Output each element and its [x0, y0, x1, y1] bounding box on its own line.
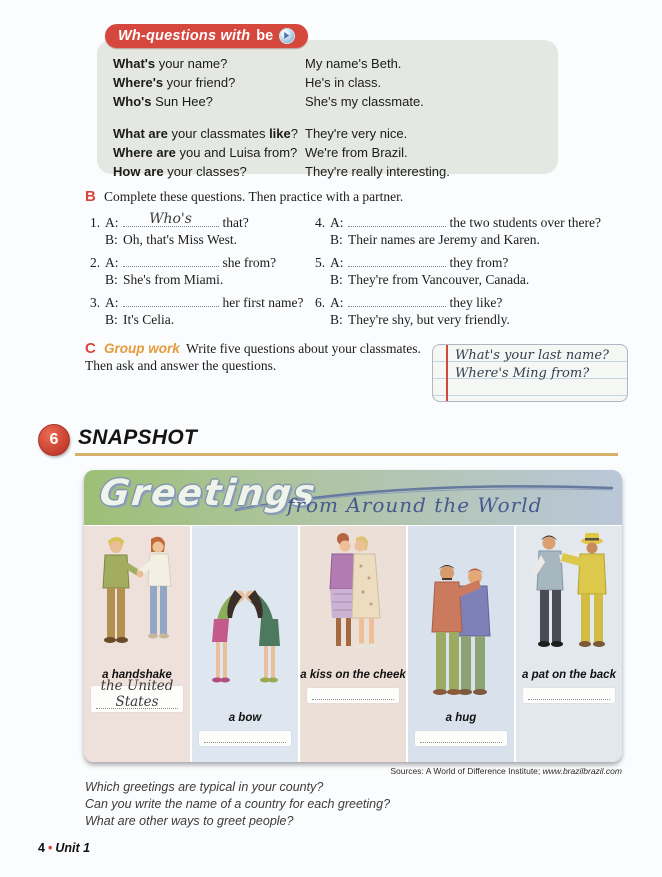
answer-strip[interactable] — [523, 688, 615, 703]
grammar-row — [113, 162, 548, 181]
discussion-question: What are other ways to greet people? — [85, 814, 294, 828]
kiss-illustration — [305, 532, 401, 664]
grammar-question: What's your name? — [113, 56, 228, 71]
answer-strip[interactable] — [91, 678, 183, 712]
page-footer — [38, 841, 90, 855]
hug-illustration — [413, 552, 509, 702]
grammar-box-title-tab — [105, 24, 308, 48]
group-work-label: Group work — [104, 341, 180, 356]
answer-strip[interactable] — [199, 731, 291, 746]
exercise-c-line1: Write five questions about your classmates. — [186, 341, 421, 356]
greeting-label: a hug — [445, 712, 477, 724]
fill-in-blank[interactable] — [123, 293, 219, 307]
section-underline — [75, 453, 618, 456]
section-number-badge: 6 — [38, 424, 70, 456]
grammar-rows — [113, 54, 548, 181]
grammar-box — [97, 28, 558, 179]
dotted-line — [312, 699, 394, 700]
exercise-b-item: 2. A: she from? B: She's from Miami. — [90, 255, 277, 287]
grammar-question: What are your classmates like? — [113, 126, 298, 141]
grammar-answer: They're really interesting. — [305, 164, 450, 179]
unit-label: Unit 1 — [55, 841, 91, 855]
notecard-line: Where's Ming from? — [455, 366, 590, 381]
exercise-b-item: 6. A: they like? B: They're shy, but very friendly. — [315, 295, 510, 327]
grammar-row — [113, 73, 548, 92]
notecard-margin-line — [446, 345, 448, 401]
greeting-panels — [84, 526, 622, 762]
grammar-answer: He's in class. — [305, 75, 382, 90]
exercise-b-item: 5. A: they from? B: They're from Vancouver, Canada. — [315, 255, 530, 287]
answer-strip[interactable] — [307, 688, 399, 703]
discussion-question: Which greetings are typical in your county? — [85, 780, 324, 794]
source-url: www.brazilbrazil.com — [542, 766, 622, 776]
grammar-question: How are your classes? — [113, 164, 247, 179]
section-title: SNAPSHOT — [78, 426, 198, 449]
greeting-label: a pat on the back — [522, 669, 616, 681]
handwritten-country: the United States — [100, 678, 174, 710]
dotted-line — [204, 742, 286, 743]
footer-bullet: • — [47, 841, 53, 855]
grammar-answer: We're from Brazil. — [305, 145, 408, 160]
grammar-answer: My name's Beth. — [305, 56, 402, 71]
exercise-c-letter: C — [85, 340, 96, 357]
panel-handshake — [84, 526, 190, 762]
grammar-question: Where's your friend? — [113, 75, 236, 90]
greeting-label: a kiss on the cheek — [300, 669, 406, 681]
grammar-answer: She's my classmate. — [305, 94, 424, 109]
exercise-c-line2: Then ask and answer the questions. — [85, 358, 277, 373]
dotted-line — [528, 699, 610, 700]
exercise-b-item: 4. A: the two students over there? B: Their names are Jeremy and Karen. — [315, 215, 601, 247]
grammar-question: Who's Sun Hee? — [113, 94, 213, 109]
handshake-illustration — [89, 534, 185, 664]
dotted-line — [420, 742, 502, 743]
snapshot-card — [84, 470, 622, 762]
answer-strip[interactable] — [415, 731, 507, 746]
handwritten-answer: Who's — [149, 211, 192, 227]
panel-pat — [516, 526, 622, 762]
panel-hug — [408, 526, 514, 762]
page-number: 4 — [38, 841, 45, 855]
fill-in-blank[interactable] — [348, 213, 446, 227]
example-notecard — [432, 344, 628, 402]
notecard-line: What's your last name? — [455, 348, 610, 363]
grammar-box-keyword: be — [256, 28, 274, 44]
grammar-row — [113, 54, 548, 73]
grammar-question: Where are you and Luisa from? — [113, 145, 298, 160]
fill-in-blank[interactable] — [123, 213, 219, 227]
exercise-b-item: 1. A: Who's that? B: Oh, that's Miss West. — [90, 211, 249, 247]
fill-in-blank[interactable] — [123, 253, 219, 267]
grammar-answer: They're very nice. — [305, 126, 408, 141]
bow-illustration — [197, 556, 293, 702]
exercise-b-item: 3. A: her first name? B: It's Celia. — [90, 295, 304, 327]
grammar-row — [113, 143, 548, 162]
grammar-row — [113, 124, 548, 143]
greeting-label: a handshake — [102, 669, 172, 681]
fill-in-blank[interactable] — [348, 253, 446, 267]
exercise-b-instruction: Complete these questions. Then practice with a partner. — [104, 189, 404, 204]
pat-on-back-illustration — [519, 532, 619, 664]
grammar-row — [113, 92, 548, 111]
panel-bow — [192, 526, 298, 762]
audio-cd-icon — [279, 28, 295, 44]
greeting-label: a bow — [228, 712, 262, 724]
greetings-banner — [84, 470, 622, 525]
discussion-question: Can you write the name of a country for each greeting? — [85, 797, 391, 811]
grammar-box-title: Wh-questions with — [118, 28, 251, 44]
exercise-b-letter: B — [85, 188, 96, 205]
panel-kiss — [300, 526, 406, 762]
sources-line: Sources: A World of Difference Institute; www.brazilbrazil.com — [390, 766, 622, 776]
banner-title: Greetings — [97, 473, 319, 514]
banner-subtitle: from Around the World — [287, 493, 543, 517]
fill-in-blank[interactable] — [348, 293, 446, 307]
